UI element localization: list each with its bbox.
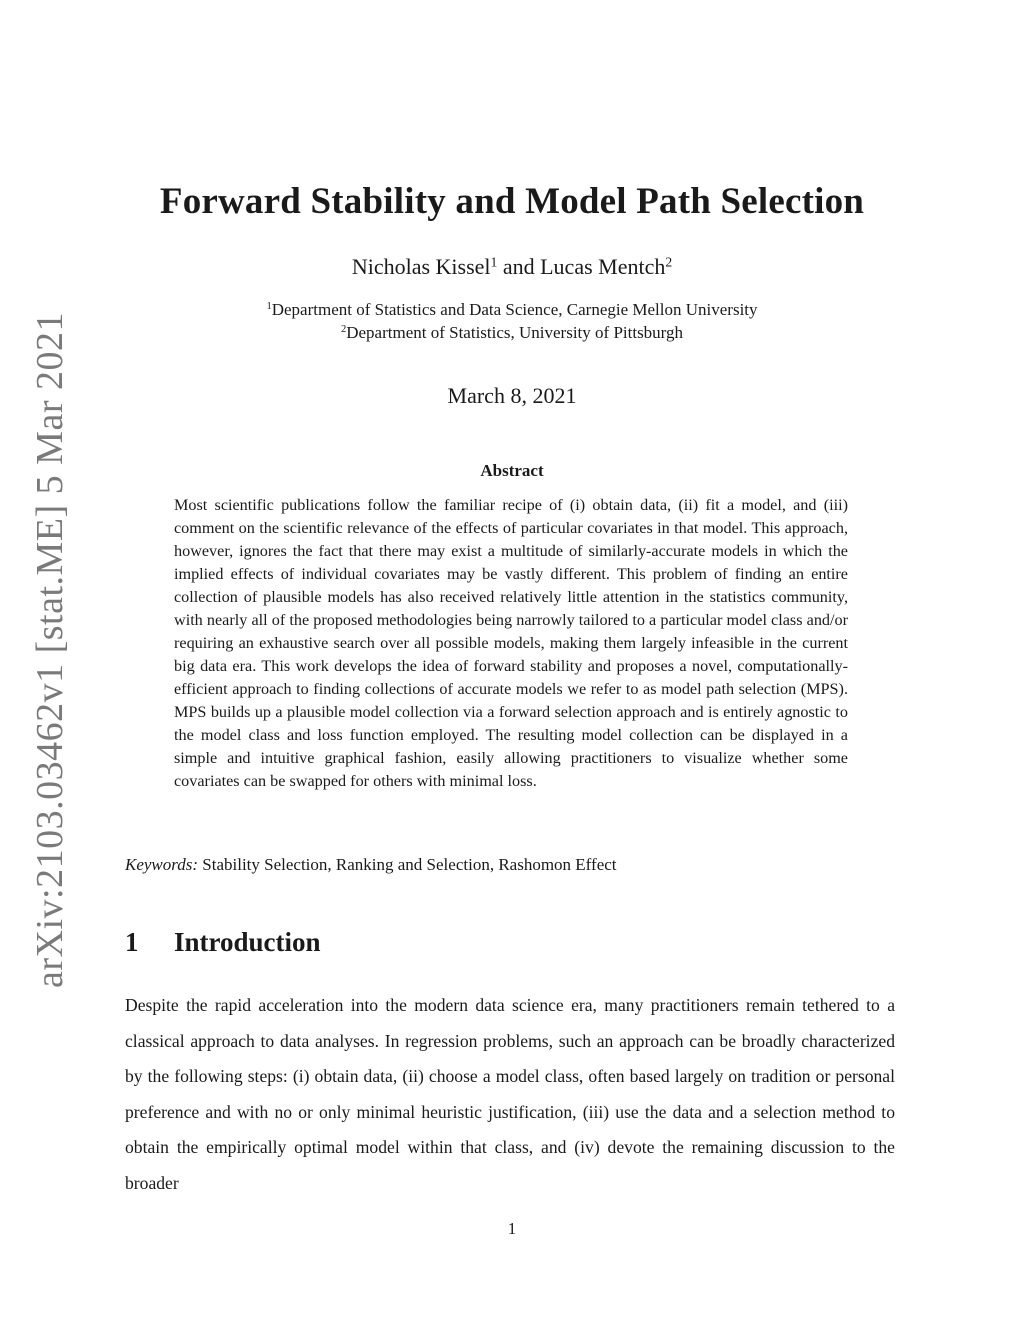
affiliation-2-mark: 2 [340,324,347,336]
arxiv-identifier-stamp [20,312,80,988]
affiliation-1 [0,300,1024,320]
paper-title: Forward Stability and Model Path Selection [159,181,865,222]
author-1-name: Nicholas Kissel [351,254,491,279]
abstract-text: Most scientific publications follow the familiar recipe of (i) obtain data, (ii) fit a model, and (iii) comment on the scientific relevance of the effects of particular covariates in that model. This approach, however, ignores the fact that there may exist a multitude of similarly-accurate models in which the implied effects of individual covariates may be vastly different. This problem of finding an entire collection of plausible models has also received relatively little attention in the statistics community, with nearly all of the proposed methodologies being narrowly tailored to a particular model class and/or requiring an exhaustive search over all possible models, making them largely infeasible in the current big data era. This work develops the idea of forward stability and proposes a novel, computationally-efficient approach to finding collections of accurate models we refer to as model path selection (MPS). MPS builds up a plausible model collection via a forward selection approach and is entirely agnostic to the model class and loss function employed. The resulting model collection can be displayed in a simple and intuitive graphical fashion, easily allowing practitioners to visualize whether some covariates can be swapped for others with minimal loss. [174,496,848,790]
section-title: Introduction [174,927,321,957]
page-number: 1 [507,1219,517,1238]
keywords-line [125,855,617,875]
section-heading-introduction [125,927,321,958]
section-number: 1 [125,927,139,957]
author-2-name: Lucas Mentch [540,254,666,279]
affiliation-1-mark: 1 [266,301,272,313]
abstract-heading: Abstract [480,461,544,480]
author-connector: and [497,254,541,279]
author-line [0,254,1024,280]
author-2-affiliation-mark: 2 [665,254,673,270]
affiliation-1-text: Department of Statistics and Data Science, Carnegie Mellon University [271,300,758,319]
publication-date: March 8, 2021 [447,383,577,408]
introduction-paragraph: Despite the rapid acceleration into the modern data science era, many practitioners remain tethered to a classical approach to data analyses. In regression problems, such an approach can be broadly characterized by the following steps: (i) obtain data, (ii) choose a model class, often based largely on tradition or personal preference and with no or only minimal heuristic justification, (iii) use the data and a selection method to obtain the empirically optimal model within that class, and (iv) devote the remaining discussion to the broader [125,995,895,1193]
affiliation-2 [0,323,1024,343]
arxiv-identifier-text: arXiv:2103.03462v1 [stat.ME] 5 Mar 2021 [29,312,71,988]
keywords-label: Keywords: [125,855,199,874]
affiliation-2-text: Department of Statistics, University of Pittsburgh [346,323,684,342]
keywords-text: Stability Selection, Ranking and Selection, Rashomon Effect [202,855,617,874]
author-1-affiliation-mark: 1 [490,254,498,270]
